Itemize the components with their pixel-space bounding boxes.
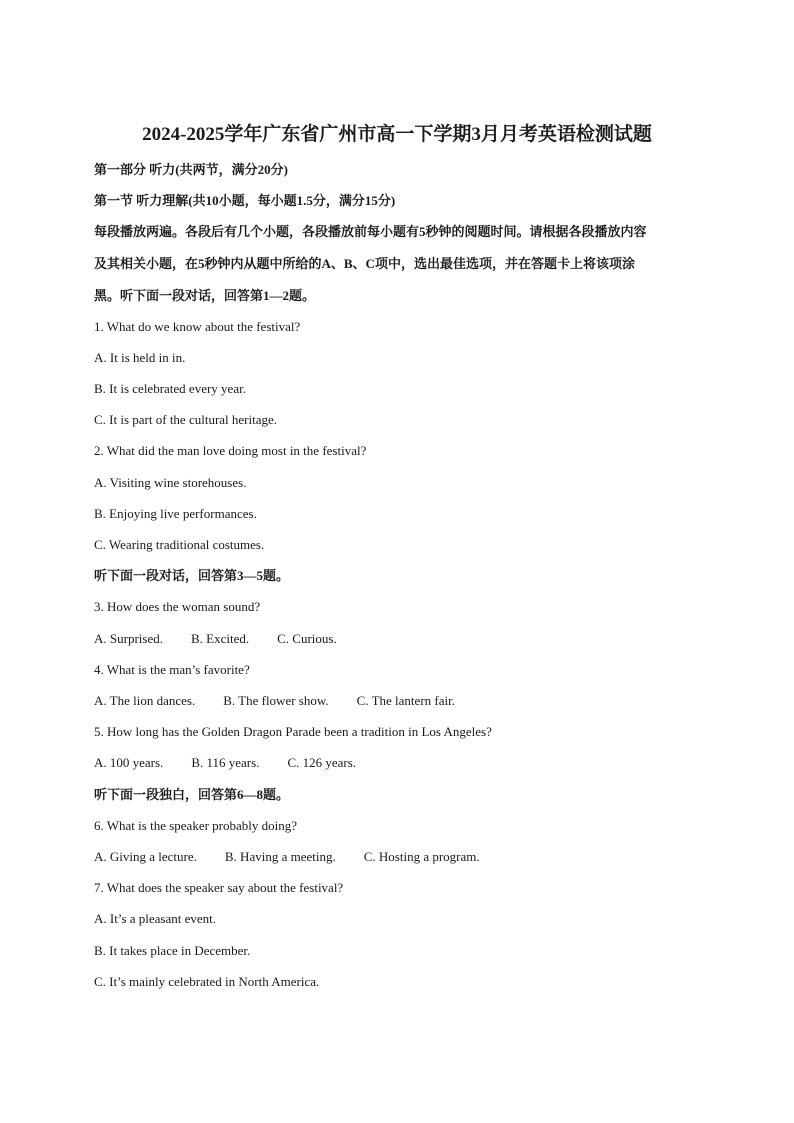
instructions-line-2: 及其相关小题，在5秒钟内从题中所给的A、B、C项中，选出最佳选项，并在答题卡上将该项涂 xyxy=(94,256,635,271)
q5-options xyxy=(94,753,356,773)
part-heading: 第一部分 听力(共两节，满分20分) xyxy=(94,162,288,177)
question-7: 7. What does the speaker say about the festival? xyxy=(94,880,344,895)
question-1: 1. What do we know about the festival? xyxy=(94,319,301,334)
section-heading: 第一节 听力理解(共10小题，每小题1.5分，满分15分) xyxy=(94,193,396,208)
q1-option-c: C. It is part of the cultural heritage. xyxy=(94,412,278,427)
q1-option-a: A. It is held in in. xyxy=(94,350,186,365)
q2-option-c: C. Wearing traditional costumes. xyxy=(94,537,265,552)
q2-option-b: B. Enjoying live performances. xyxy=(94,506,257,521)
q6-option-b: B. Having a meeting. xyxy=(224,849,336,864)
exam-title: 2024-2025学年广东省广州市高一下学期3月月考英语检测试题 xyxy=(142,124,652,145)
instructions-line-1: 每段播放两遍。各段后有几个小题，各段播放前每小题有5秒钟的阅题时间。请根据各段播放内容 xyxy=(94,224,647,239)
q4-option-c: C. The lantern fair. xyxy=(356,693,455,708)
q7-option-c: C. It’s mainly celebrated in North America. xyxy=(94,974,320,989)
question-4: 4. What is the man’s favorite? xyxy=(94,662,250,677)
q5-option-b: B. 116 years. xyxy=(191,755,260,770)
q5-option-a: A. 100 years. xyxy=(94,755,164,770)
q6-option-c: C. Hosting a program. xyxy=(363,849,480,864)
q5-option-c: C. 126 years. xyxy=(287,755,357,770)
q3-option-a: A. Surprised. xyxy=(94,631,163,646)
question-5: 5. How long has the Golden Dragon Parade been a tradition in Los Angeles? xyxy=(94,724,492,739)
q4-option-b: B. The flower show. xyxy=(223,693,329,708)
q3-options xyxy=(94,629,337,649)
question-3: 3. How does the woman sound? xyxy=(94,599,261,614)
q6-option-a: A. Giving a lecture. xyxy=(94,849,197,864)
q7-option-a: A. It’s a pleasant event. xyxy=(94,911,217,926)
q1-option-b: B. It is celebrated every year. xyxy=(94,381,246,396)
instructions-line-3: 黑。听下面一段对话，回答第1—2题。 xyxy=(94,288,316,303)
q3-option-b: B. Excited. xyxy=(190,631,250,646)
q2-option-a: A. Visiting wine storehouses. xyxy=(94,475,247,490)
question-6: 6. What is the speaker probably doing? xyxy=(94,818,298,833)
q7-option-b: B. It takes place in December. xyxy=(94,943,251,958)
q3-option-c: C. Curious. xyxy=(277,631,337,646)
question-2: 2. What did the man love doing most in the festival? xyxy=(94,443,367,458)
q6-options xyxy=(94,847,480,867)
monologue-heading: 听下面一段独白，回答第6—8题。 xyxy=(94,787,290,802)
q4-option-a: A. The lion dances. xyxy=(94,693,196,708)
q4-options xyxy=(94,691,455,711)
dialogue-2-heading: 听下面一段对话，回答第3—5题。 xyxy=(94,568,290,583)
